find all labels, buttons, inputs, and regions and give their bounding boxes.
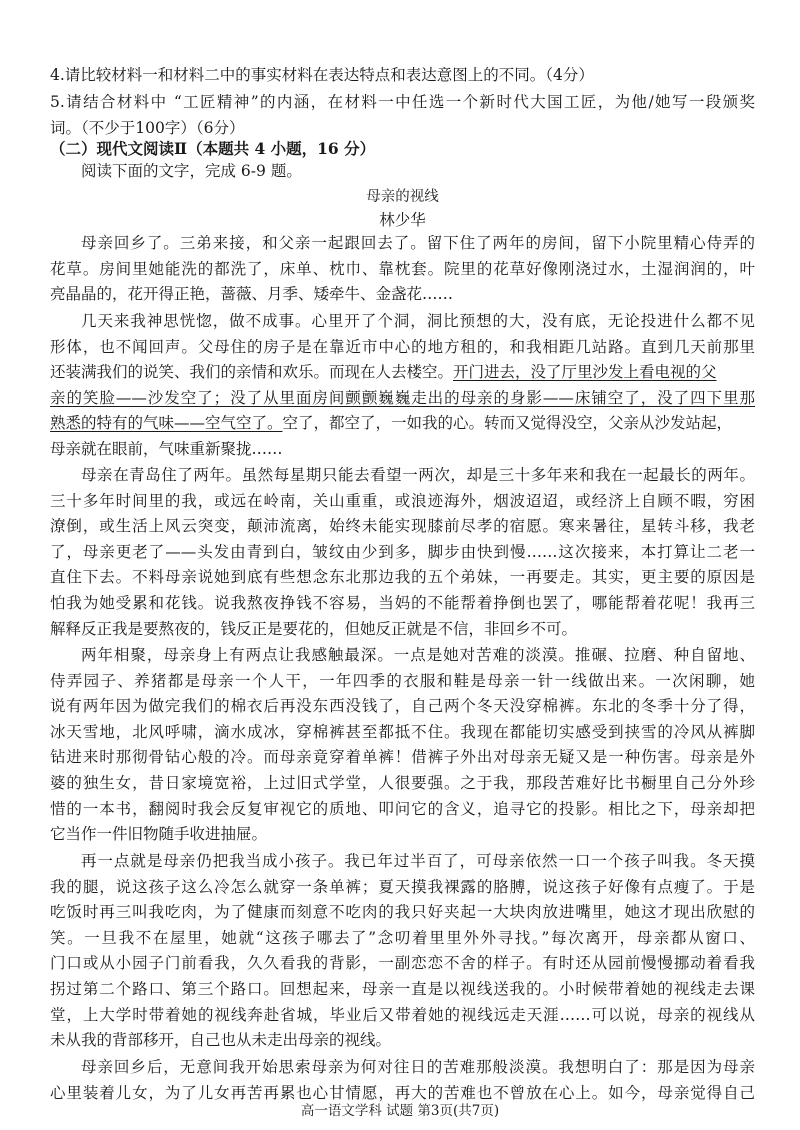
paragraph-3 — [50, 463, 755, 642]
underlined-text: 熟悉的特有的气味——空气空了。 — [50, 414, 283, 433]
paragraph-line: 再一点就是母亲仍把我当成小孩子。我已年过半百了，可母亲依然一口一个孩子叫我。冬天摸 — [81, 852, 755, 870]
paragraph-line: 母亲就在眼前，气味重新聚拢…… — [50, 439, 283, 458]
section-heading — [50, 136, 755, 162]
paragraph-line: 吃饭时再三叫我吃肉，为了健康而刻意不吃肉的我只好夹起一大块肉放进嘴里，她这才现出欣慰的 — [50, 903, 755, 922]
paragraph-line: 亮晶晶的，花开得正艳，蔷薇、月季、矮牵牛、金盏花…… — [50, 285, 454, 304]
paragraph-line: 花草。房间里她能洗的都洗了，床单、枕巾、靠枕套。院里的花草好像刚浇过水，土湿润润的，叶 — [50, 259, 755, 278]
instruction — [50, 159, 755, 185]
paragraph-line-mixed — [50, 411, 755, 437]
paragraph-line: 形体，也不闻回声。父母住的房子是在靠近市中心的地方租的，和我相距几站路。直到几天前那里 — [50, 337, 755, 356]
underlined-line: 亲的笑脸——沙发空了；没了从里面房间颤颤巍巍走出的母亲的身影——床铺空了，没了四下里那 — [50, 388, 755, 407]
question-4-line: 4.请比较材料一和材料二中的事实材料在表达特点和表达意图上的不同。（4分） — [50, 66, 594, 84]
plain-text: 还装满我们的说笑、我们的亲情和欢乐。而现在人去楼空。 — [50, 363, 454, 382]
question-5-line: 5.请结合材料中 “工匠精神”的内涵，在材料一中任选一个新时代大国工匠，为他/她写一段颁奖 — [50, 93, 755, 111]
paragraph-line: 堂，上大学时带着她的视线奔赴省城，毕业后又带着她的视线远走天涯……可以说，母亲的视线从 — [50, 1005, 755, 1024]
section-heading-text: （二）现代文阅读Ⅱ（本题共 4 小题，16 分） — [50, 139, 376, 158]
paragraph-line: 母亲回乡后，无意间我开始思索母亲为何对往日的苦难那般淡漠。我想明白了：那是因为母亲 — [81, 1058, 755, 1076]
paragraph-2 — [50, 309, 755, 463]
paragraph-line: 解释反正我是要熬夜的，钱反正是要花的，但她反正就是不信，非回乡不可。 — [50, 619, 578, 638]
paragraph-line: 母亲在青岛住了两年。虽然每星期只能去看望一两次，却是三十多年来和我在一起最长的两年。 — [81, 466, 755, 484]
article-author-text: 林少华 — [379, 211, 426, 229]
paragraph-1 — [50, 231, 755, 308]
paragraph-line: 我的腿，说这孩子这么冷怎么就穿一条单裤；夏天摸我裸露的胳膊，说这孩子好像有点瘦了。于是 — [50, 877, 755, 896]
paragraph-line: 了，母亲更老了——头发由青到白，皱纹由少到多，脚步由快到慢……这次接来，本打算让二老一 — [50, 542, 755, 561]
article-title-text: 母亲的视线 — [366, 189, 439, 205]
article-author — [50, 208, 755, 234]
instruction-text: 阅读下面的文字，完成 6-9 题。 — [81, 162, 302, 180]
paragraph-line: 门口或从小园子门前看我，久久看我的背影，一副恋恋不舍的样子。有时还从园前慢慢挪动着看我 — [50, 954, 755, 973]
paragraph-line: 惜的一本书，翻阅时我会反复审视它的质地、叩问它的含义，追寻它的投影。相比之下，母亲却把 — [50, 799, 755, 818]
paragraph-line: 两年相聚，母亲身上有两点让我感触最深。一点是她对苦难的淡漠。推碾、拉磨、种自留地、 — [81, 646, 755, 664]
paragraph-line: 未从我的背部移开，自己也从未走出母亲的视线。 — [50, 1031, 392, 1050]
paragraph-5 — [50, 849, 755, 1054]
paragraph-line: 钻进来时那彻骨钻心般的冷。而母亲竟穿着单裤！借裤子外出对母亲无疑又是一种伤害。母亲是外 — [50, 748, 755, 767]
plain-text: 空了，都空了，一如我的心。转而又觉得没空，父亲从沙发站起， — [282, 414, 733, 433]
paragraph-line-mixed — [50, 360, 755, 386]
page-footer: 高一语文学科 试题 第3页(共7页) — [300, 1103, 500, 1119]
underlined-text: 开门进去，没了厅里沙发上看电视的父 — [453, 363, 717, 382]
paragraph-line: 婆的独生女，昔日家境宽裕，上过旧式学堂，人很要强。之于我，那段苦难好比书橱里自己分外珍 — [50, 773, 755, 792]
paragraph-line: 心里装着儿女，为了儿女再苦再累也心甘情愿，再大的苦难也不曾放在心上。如今，母亲觉得自己 — [50, 1083, 755, 1102]
paragraph-line: 笑。一旦我不在屋里，她就“这孩子哪去了”念叨着里里外外寻找。”每次离开，母亲都从窗口、 — [50, 928, 755, 947]
paragraph-line: 直住下去。不料母亲说她到底有些想念东北那边我的五个弟妹，一再要走。其实，更主要的原因是 — [50, 568, 755, 587]
question-5 — [50, 90, 755, 141]
paragraph-line: 三十多年时间里的我，或远在岭南，关山重重，或浪迹海外，烟波迢迢，或经济上自顾不暇，穷困 — [50, 491, 755, 510]
paragraph-line: 怕我为她受累和花钱。说我熬夜挣钱不容易，当妈的不能帮着挣倒也罢了，哪能帮着花呢！我再三 — [50, 593, 755, 612]
paragraph-line: 几天来我神思恍惚，做不成事。心里开了个洞，洞比预想的大，没有底，无论投进什么都不见 — [81, 312, 755, 330]
question-4 — [50, 63, 755, 89]
paragraph-line: 侍弄园子、养猪都是母亲一个人干，一年四季的衣服和鞋是母亲一针一线做出来。一次闲聊，她 — [50, 671, 755, 690]
paragraph-line: 说有两年因为做完我们的棉衣后再没东西没钱了，自己两个冬天没穿棉裤。东北的冬季十分了得， — [50, 697, 755, 716]
paragraph-line: 拐过第二个路口、第三个路口。回想起来，母亲一直是以视线送我的。小时候带着她的视线走去课 — [50, 979, 755, 998]
paragraph-line: 潦倒，或生活上风云突变，颠沛流离，始终未能实现膝前尽孝的宿愿。寒来暑往，星转斗移，我老 — [50, 517, 755, 536]
paragraph-line: 它当作一件旧物随手收进抽屉。 — [50, 825, 268, 844]
paragraph-line: 冰天雪地，北风呼啸，滴水成冰，穿棉裤甚至都抵不住。我现在都能切实感受到挟雪的冷风从裤脚 — [50, 722, 755, 741]
paragraph-line: 母亲回乡了。三弟来接，和父亲一起跟回去了。留下住了两年的房间，留下小院里精心侍弄的 — [81, 234, 755, 252]
paragraph-4 — [50, 643, 755, 848]
article-title — [50, 185, 755, 211]
question-5-line: 词。（不少于100字）（6分） — [50, 118, 245, 137]
